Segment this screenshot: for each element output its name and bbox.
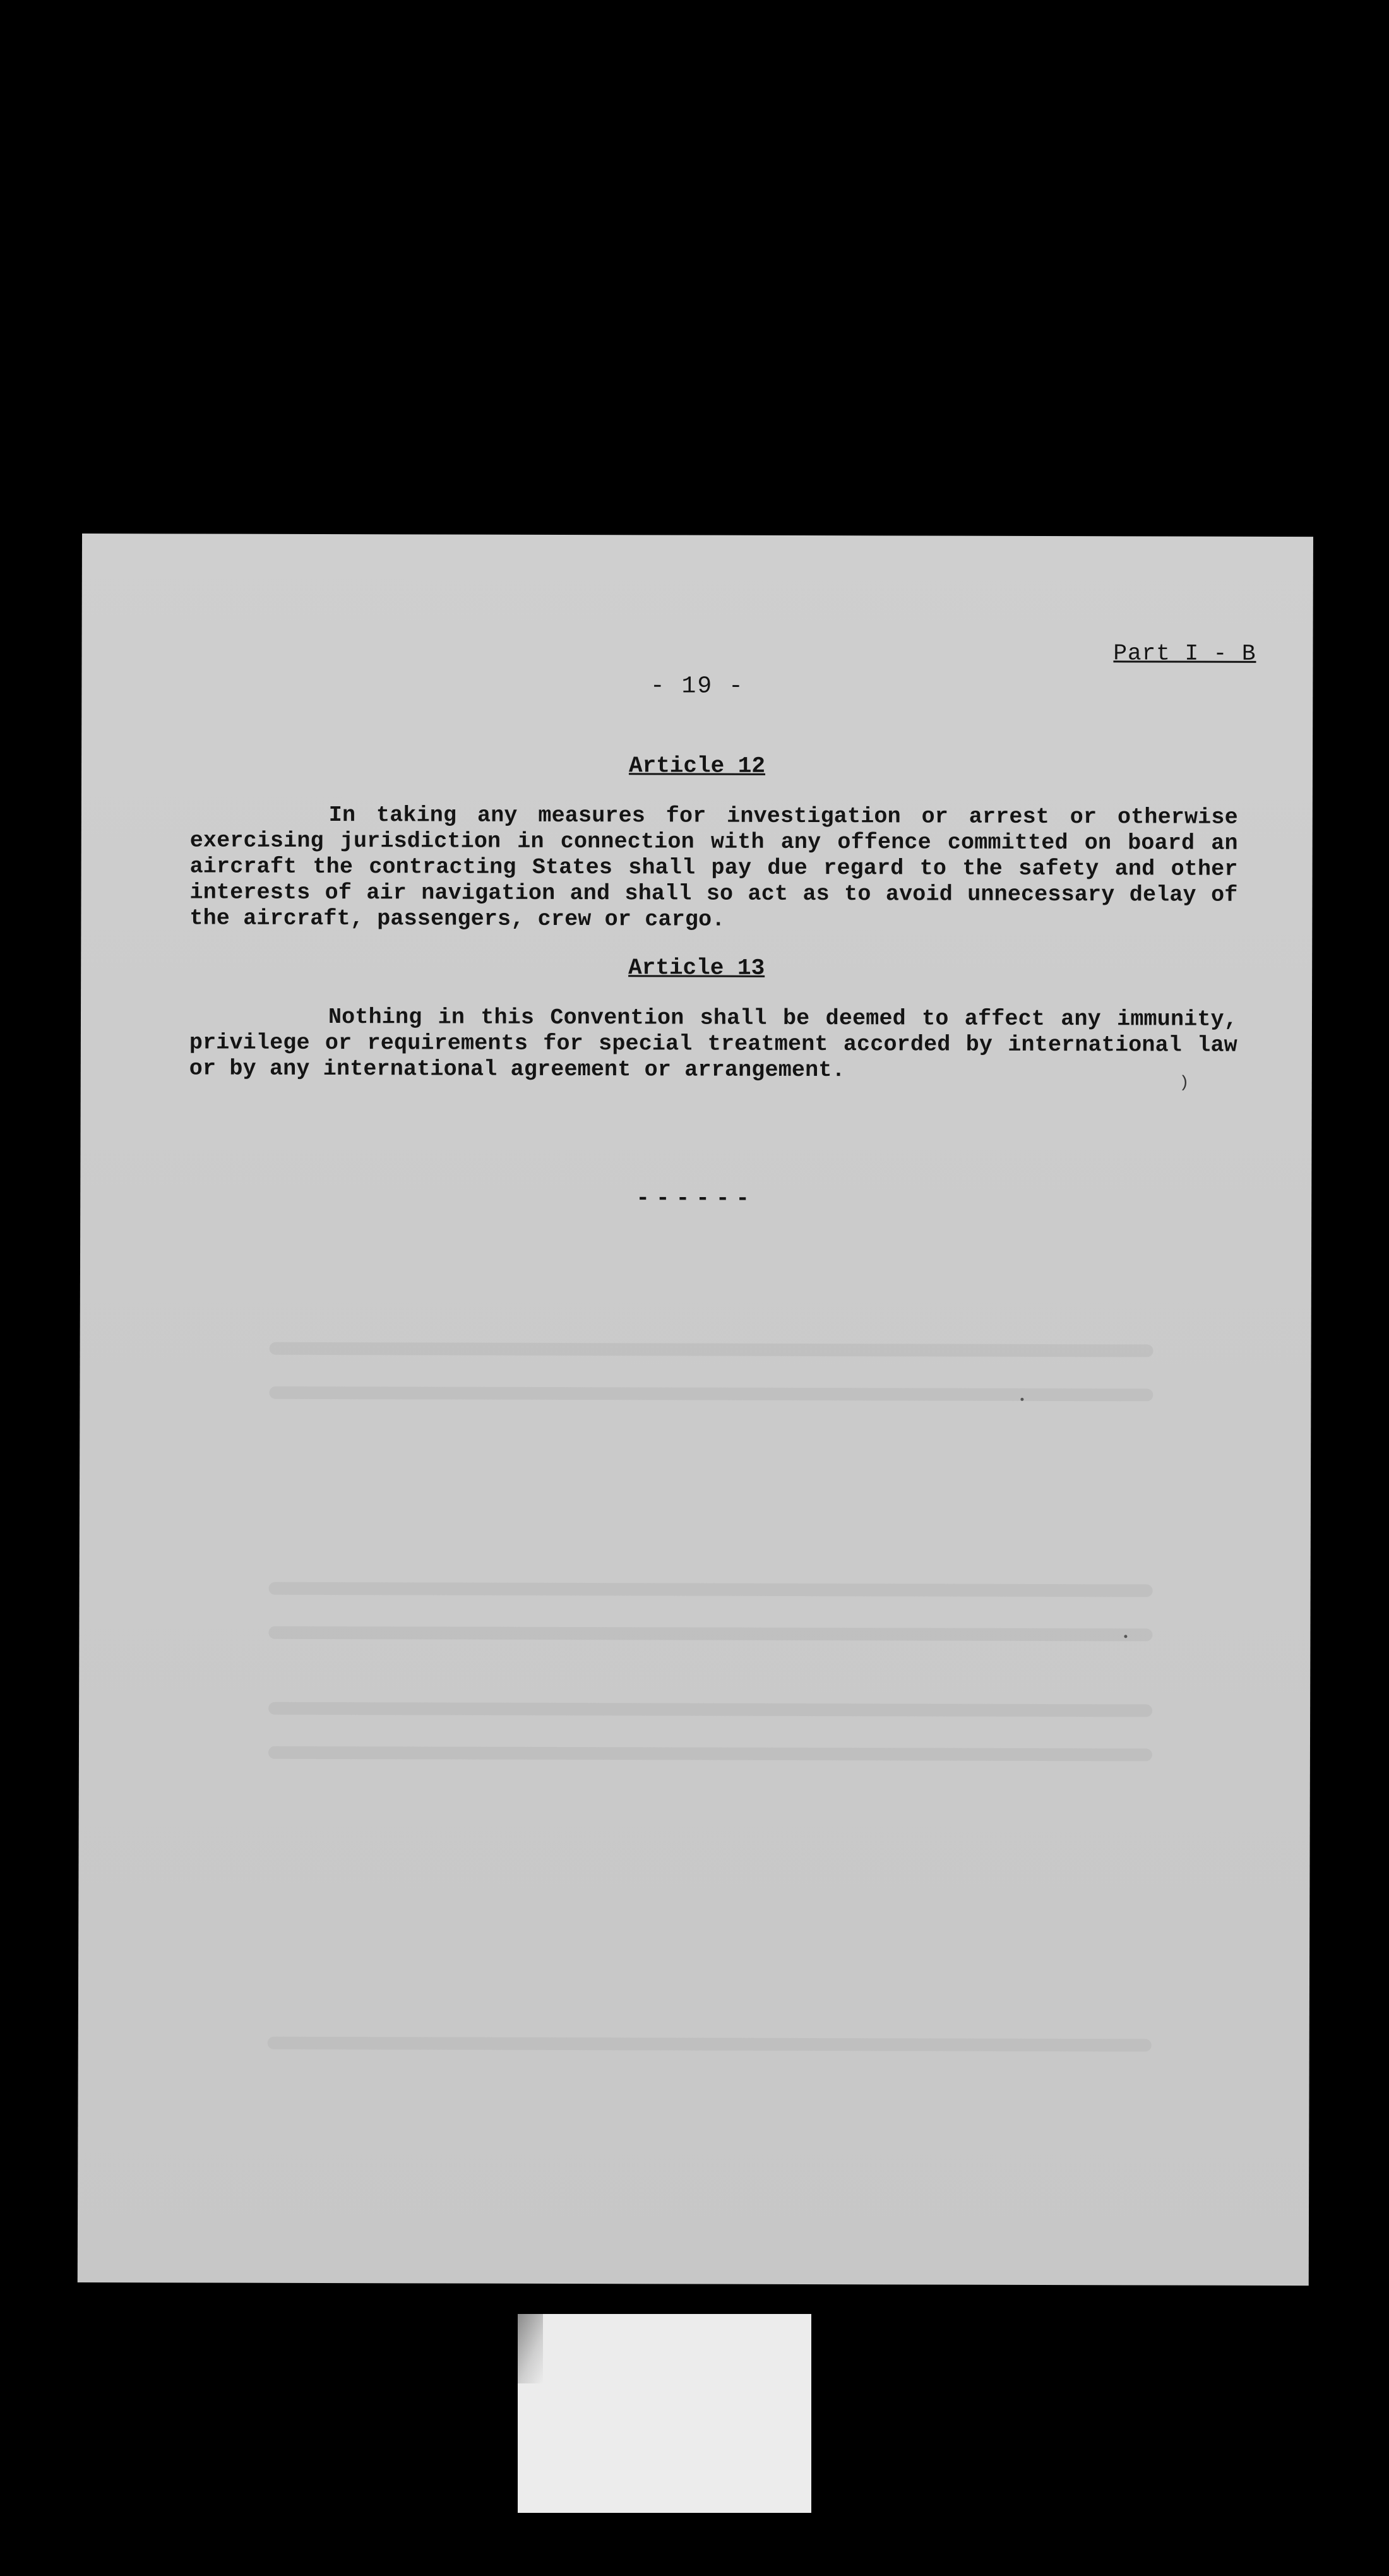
bleed-through-line	[269, 1582, 1153, 1597]
bleed-through-line	[270, 1342, 1154, 1357]
article-13-heading: Article 13	[628, 955, 765, 981]
paper-speck	[1124, 1635, 1127, 1638]
blank-card	[518, 2314, 811, 2513]
bleed-through-line	[268, 2037, 1152, 2052]
page-number: - 19 -	[650, 672, 744, 700]
bleed-through-line	[268, 1702, 1152, 1717]
end-rule: ------	[636, 1185, 756, 1212]
card-fold-shadow	[518, 2314, 543, 2383]
bleed-through-line	[268, 1746, 1152, 1762]
part-reference: Part I - B	[1113, 640, 1256, 667]
paper-speck	[1020, 1398, 1023, 1401]
article-12-body: In taking any measures for investigation or arrest or otherwise exercising jurisdiction in connection with any offence committed on board an aircraft the contracting States shall pay due regard to the safety and other interests of air navigation and shall so act as to avoid unnecessary delay of the aircraft, passengers, crew or cargo.	[189, 802, 1238, 933]
margin-mark: )	[1179, 1073, 1189, 1092]
article-13-body: Nothing in this Convention shall be deemed to affect any immunity, privilege or requirements for special treatment accorded by international law or by any international agreement or arrangement.	[189, 1005, 1238, 1083]
document-page	[78, 534, 1313, 2286]
article-12-heading: Article 12	[628, 753, 766, 779]
bleed-through-line	[268, 1626, 1152, 1642]
